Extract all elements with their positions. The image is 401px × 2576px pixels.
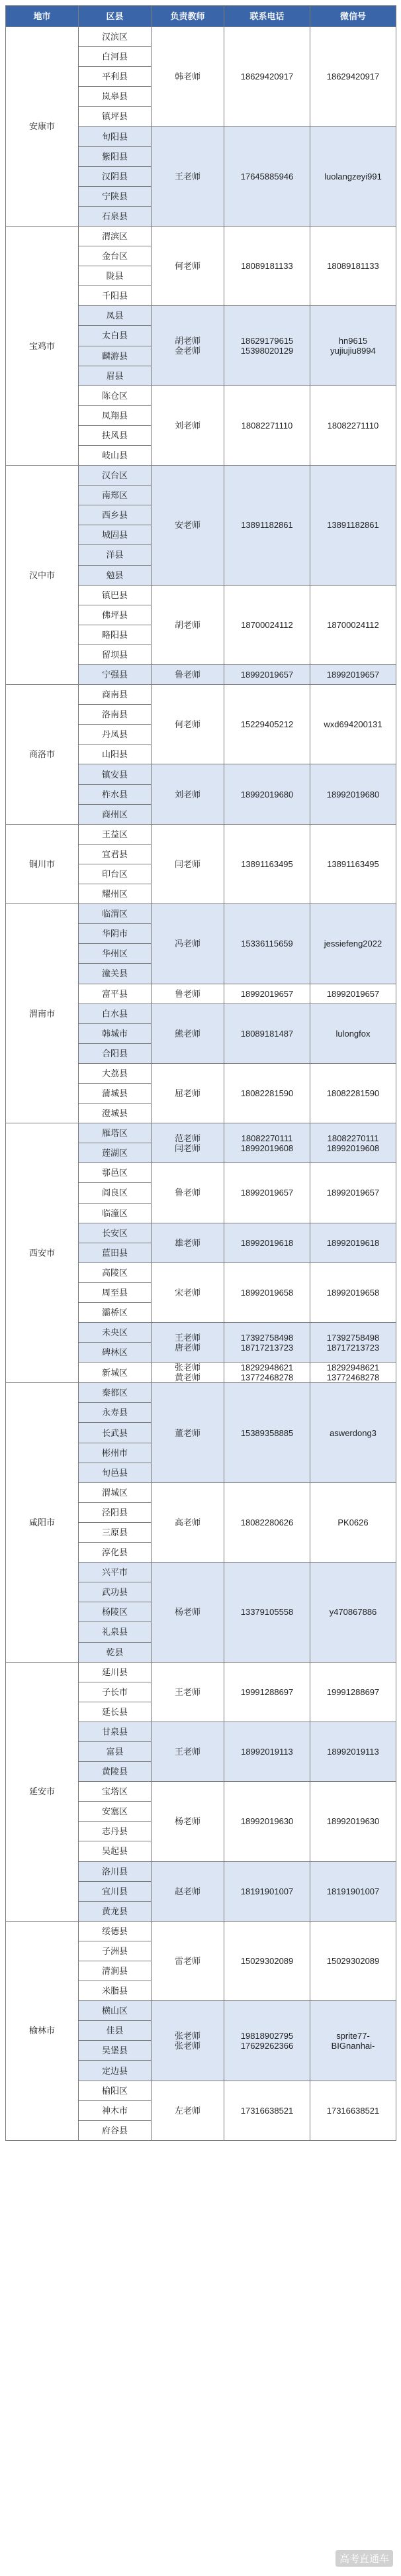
district-cell: 柞水县 [79,784,152,804]
district-cell: 镇坪县 [79,107,152,127]
district-cell: 洋县 [79,545,152,565]
district-cell: 旬邑县 [79,1463,152,1482]
district-cell: 石泉县 [79,206,152,226]
teacher-cell: 何老师 [152,226,224,305]
district-cell: 泾阳县 [79,1502,152,1522]
teacher-cell: 王老师 唐老师 [152,1323,224,1363]
district-cell: 富县 [79,1741,152,1761]
wechat-cell: aswerdong3 [310,1383,396,1482]
table-row [6,1921,396,1941]
district-cell: 长武县 [79,1423,152,1443]
district-cell: 神木市 [79,2100,152,2120]
city-cell: 渭南市 [6,904,79,1123]
district-cell: 商州区 [79,804,152,824]
teacher-cell: 范老师 闫老师 [152,1123,224,1163]
wechat-cell: 18292948621 13772468278 [310,1363,396,1383]
district-cell: 未央区 [79,1323,152,1343]
district-cell: 阎良区 [79,1183,152,1203]
teacher-cell: 杨老师 [152,1782,224,1861]
district-cell: 岐山县 [79,445,152,465]
table-row [6,1662,396,1682]
teacher-cell: 王老师 [152,1722,224,1781]
wechat-cell: lulongfox [310,1004,396,1063]
district-cell: 略阳县 [79,625,152,644]
district-cell: 临渭区 [79,904,152,924]
phone-cell: 15229405212 [224,685,310,764]
district-cell: 高陵区 [79,1262,152,1282]
phone-cell: 17392758498 18717213723 [224,1323,310,1363]
phone-cell: 18992019618 [224,1223,310,1262]
wechat-cell: 18992019630 [310,1782,396,1861]
teacher-cell: 何老师 [152,685,224,764]
city-cell: 商洛市 [6,685,79,825]
phone-cell: 15029302089 [224,1921,310,2000]
district-cell: 子长市 [79,1682,152,1702]
wechat-cell: y470867886 [310,1563,396,1662]
teacher-cell: 董老师 [152,1383,224,1482]
district-cell: 绥德县 [79,1921,152,1941]
district-cell: 淳化县 [79,1543,152,1563]
phone-cell: 18629420917 [224,27,310,127]
phone-cell: 18992019113 [224,1722,310,1781]
district-cell: 灞桥区 [79,1303,152,1323]
district-cell: 洛川县 [79,1861,152,1881]
district-cell: 金台区 [79,246,152,266]
teacher-cell: 雷老师 [152,1921,224,2000]
table-row [6,824,396,844]
district-cell: 宁强县 [79,665,152,685]
teacher-cell: 刘老师 [152,764,224,824]
district-cell: 凤县 [79,306,152,326]
district-cell: 丹凤县 [79,725,152,745]
wechat-cell: 18992019113 [310,1722,396,1781]
district-cell: 莲湖区 [79,1143,152,1163]
phone-cell: 18082280626 [224,1482,310,1562]
district-cell: 兴平市 [79,1563,152,1582]
header-row [6,6,396,27]
city-cell: 延安市 [6,1662,79,1921]
district-cell: 平利县 [79,67,152,87]
district-cell: 武功县 [79,1582,152,1602]
wechat-cell: 13891182861 [310,466,396,586]
district-cell: 横山区 [79,2001,152,2021]
phone-cell: 18082281590 [224,1063,310,1123]
district-cell: 志丹县 [79,1822,152,1841]
district-cell: 黄陵县 [79,1762,152,1782]
district-cell: 吴起县 [79,1841,152,1861]
city-cell: 西安市 [6,1123,79,1383]
table-row [6,466,396,486]
district-cell: 华州区 [79,944,152,964]
district-cell: 扶风县 [79,425,152,445]
phone-cell: 18089181487 [224,1004,310,1063]
district-cell: 陈仓区 [79,386,152,405]
district-cell: 镇安县 [79,764,152,784]
district-cell: 商南县 [79,685,152,705]
district-cell: 宁陕县 [79,186,152,206]
district-cell: 汉滨区 [79,27,152,47]
teacher-cell: 闫老师 [152,824,224,903]
wechat-cell: luolangzeyi991 [310,127,396,226]
district-cell: 渭滨区 [79,226,152,246]
district-cell: 城固县 [79,525,152,545]
district-cell: 安塞区 [79,1802,152,1822]
teacher-cell: 左老师 [152,2081,224,2140]
district-cell: 碑林区 [79,1343,152,1363]
phone-cell: 18089181133 [224,226,310,305]
district-cell: 汉台区 [79,466,152,486]
district-cell: 临潼区 [79,1203,152,1223]
table-row [6,1383,396,1403]
district-cell: 山阳县 [79,745,152,764]
district-cell: 杨陵区 [79,1602,152,1622]
district-cell: 陇县 [79,266,152,286]
district-cell: 周至县 [79,1282,152,1302]
city-cell: 榆林市 [6,1921,79,2140]
phone-cell: 15389358885 [224,1383,310,1482]
district-cell: 白水县 [79,1004,152,1023]
district-cell: 蓝田县 [79,1243,152,1262]
phone-cell: 18992019680 [224,764,310,824]
header-wechat: 微信号 [310,6,396,27]
district-cell: 宝塔区 [79,1782,152,1802]
district-cell: 定边县 [79,2061,152,2081]
district-cell: 佳县 [79,2021,152,2041]
wechat-cell: 15029302089 [310,1921,396,2000]
district-cell: 甘泉县 [79,1722,152,1741]
teacher-cell: 张老师 黄老师 [152,1363,224,1383]
teacher-cell: 韩老师 [152,27,224,127]
district-cell: 佛坪县 [79,605,152,625]
city-cell: 安康市 [6,27,79,227]
wechat-cell: 18089181133 [310,226,396,305]
phone-cell: 13891163495 [224,824,310,903]
wechat-cell: 18992019657 [310,665,396,685]
district-cell: 勉县 [79,565,152,585]
district-cell: 鄠邑区 [79,1163,152,1183]
teacher-cell: 张老师 张老师 [152,2001,224,2081]
district-cell: 长安区 [79,1223,152,1243]
district-cell: 宜川县 [79,1881,152,1901]
city-cell: 铜川市 [6,824,79,903]
district-cell: 南郑区 [79,486,152,505]
district-cell: 吴堡县 [79,2041,152,2061]
phone-cell: 13891182861 [224,466,310,586]
header-phone: 联系电话 [224,6,310,27]
district-cell: 大荔县 [79,1063,152,1083]
phone-cell: 18082270111 18992019608 [224,1123,310,1163]
teacher-cell: 胡老师 金老师 [152,306,224,386]
district-cell: 永寿县 [79,1403,152,1423]
district-cell: 麟游县 [79,346,152,366]
district-cell: 太白县 [79,326,152,346]
wechat-cell: 19991288697 [310,1662,396,1722]
wechat-cell: 18992019657 [310,984,396,1004]
header-city: 地市 [6,6,79,27]
district-cell: 耀州区 [79,884,152,904]
teacher-cell: 冯老师 [152,904,224,984]
district-cell: 白河县 [79,47,152,67]
district-cell: 雁塔区 [79,1123,152,1143]
teacher-cell: 雄老师 [152,1223,224,1262]
teacher-cell: 胡老师 [152,585,224,664]
header-district: 区县 [79,6,152,27]
district-cell: 留坝县 [79,644,152,664]
wechat-cell: 17316638521 [310,2081,396,2140]
teacher-cell: 杨老师 [152,1563,224,1662]
phone-cell: 18992019658 [224,1262,310,1322]
phone-cell: 18082271110 [224,386,310,465]
watermark-text: 高考直通车 [335,2550,393,2567]
wechat-cell: 13891163495 [310,824,396,903]
phone-cell: 18191901007 [224,1861,310,1921]
table-row [6,1123,396,1143]
district-cell: 延长县 [79,1702,152,1722]
table-row [6,226,396,246]
district-cell: 岚皋县 [79,87,152,107]
table-row [6,27,396,47]
phone-cell: 18992019630 [224,1782,310,1861]
district-cell: 韩城市 [79,1023,152,1043]
phone-cell: 17316638521 [224,2081,310,2140]
wechat-cell: 17392758498 18717213723 [310,1323,396,1363]
district-cell: 彬州市 [79,1443,152,1463]
wechat-cell: sprite77- BIGnanhai- [310,2001,396,2081]
district-cell: 印台区 [79,864,152,884]
teacher-cell: 赵老师 [152,1861,224,1921]
city-cell: 宝鸡市 [6,226,79,465]
district-cell: 蒲城县 [79,1083,152,1103]
wechat-cell: 18992019680 [310,764,396,824]
wechat-cell: 18629420917 [310,27,396,127]
district-cell: 千阳县 [79,286,152,306]
district-cell: 礼泉县 [79,1622,152,1642]
district-cell: 潼关县 [79,964,152,984]
district-cell: 华阴市 [79,924,152,944]
phone-cell: 17645885946 [224,127,310,226]
teacher-cell: 屈老师 [152,1063,224,1123]
teacher-cell: 鲁老师 [152,665,224,685]
district-cell: 西乡县 [79,505,152,525]
phone-cell: 13379105558 [224,1563,310,1662]
phone-cell: 18992019657 [224,665,310,685]
city-cell: 汉中市 [6,466,79,685]
district-cell: 延川县 [79,1662,152,1682]
city-cell: 咸阳市 [6,1383,79,1662]
wechat-cell: wxd694200131 [310,685,396,764]
district-cell: 紫阳县 [79,146,152,166]
teacher-cell: 刘老师 [152,386,224,465]
teacher-cell: 王老师 [152,1662,224,1722]
teacher-cell: 安老师 [152,466,224,586]
phone-cell: 15336115659 [224,904,310,984]
table-body [6,27,396,2141]
wechat-cell: 18082270111 18992019608 [310,1123,396,1163]
district-cell: 澄城县 [79,1104,152,1123]
table-row [6,685,396,705]
phone-cell: 18292948621 13772468278 [224,1363,310,1383]
phone-cell: 19818902795 17629262366 [224,2001,310,2081]
teacher-cell: 王老师 [152,127,224,226]
district-cell: 富平县 [79,984,152,1004]
teacher-cell: 宋老师 [152,1262,224,1322]
header-teacher: 负责教师 [152,6,224,27]
district-cell: 乾县 [79,1642,152,1662]
phone-cell: 18992019657 [224,1163,310,1223]
teacher-cell: 鲁老师 [152,1163,224,1223]
district-cell: 子洲县 [79,1941,152,1961]
wechat-cell: 18082271110 [310,386,396,465]
teacher-cell: 鲁老师 [152,984,224,1004]
district-cell: 渭城区 [79,1482,152,1502]
phone-cell: 19991288697 [224,1662,310,1722]
district-cell: 镇巴县 [79,585,152,605]
district-cell: 清涧县 [79,1961,152,1981]
district-cell: 旬阳县 [79,127,152,146]
district-cell: 三原县 [79,1522,152,1542]
wechat-cell: jessiefeng2022 [310,904,396,984]
teacher-cell: 熊老师 [152,1004,224,1063]
teacher-contact-table [5,5,396,2141]
wechat-cell: 18191901007 [310,1861,396,1921]
wechat-cell: hn9615 yujiujiu8994 [310,306,396,386]
district-cell: 米脂县 [79,1981,152,2001]
district-cell: 洛南县 [79,705,152,725]
wechat-cell: 18992019658 [310,1262,396,1322]
wechat-cell: 18992019657 [310,1163,396,1223]
district-cell: 秦都区 [79,1383,152,1403]
district-cell: 宜君县 [79,844,152,864]
contact-sheet [5,5,396,2141]
district-cell: 王益区 [79,824,152,844]
district-cell: 新城区 [79,1363,152,1383]
wechat-cell: 18700024112 [310,585,396,664]
phone-cell: 18992019657 [224,984,310,1004]
wechat-cell: 18082281590 [310,1063,396,1123]
district-cell: 合阳县 [79,1043,152,1063]
wechat-cell: PK0626 [310,1482,396,1562]
district-cell: 汉阴县 [79,166,152,186]
district-cell: 凤翔县 [79,405,152,425]
district-cell: 府谷县 [79,2120,152,2140]
district-cell: 眉县 [79,366,152,386]
teacher-cell: 高老师 [152,1482,224,1562]
district-cell: 黄龙县 [79,1901,152,1921]
wechat-cell: 18992019618 [310,1223,396,1262]
phone-cell: 18629179615 15398020129 [224,306,310,386]
district-cell: 榆阳区 [79,2081,152,2100]
table-row [6,904,396,924]
phone-cell: 18700024112 [224,585,310,664]
